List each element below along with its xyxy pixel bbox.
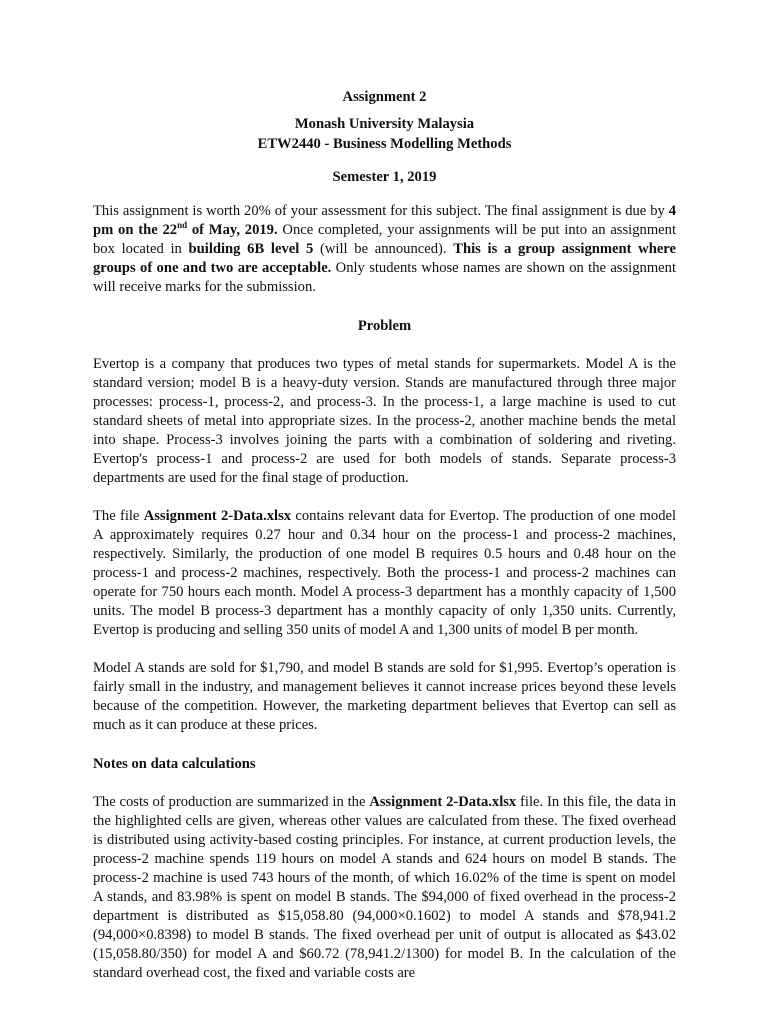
notes-text-b: file. In this file, the data in the highlighted cells are given, whereas other values are calculated from these. The fixed overhead is distributed using activity-based costing principles. For instance, at current production levels, the process-2 machine spends 119 hours on model A stands and 624 hours on model B stands. The process-2 machine is used 743 hours of the month, of which 16.02% of the time is spent on model A stands, and 83.98% is spent on model B stands. The $94,000 of fixed overhead in the process-2 department is distributed as $15,058.80 (94,000×0.1602) to model A stands and $78,941.2 (94,000×0.8398) to model B stands. The fixed overhead per unit of output is allocated as $43.02 (15,058.80/350) for model A and $60.72 (78,941.2/1300) for model B. In the calculation of the standard overhead cost, the fixed and variable costs are <box>93 794 676 981</box>
deadline-year: of May, 2019. <box>187 222 278 238</box>
group-note: This is a group assignment where groups of one and two are acceptable. <box>93 241 677 276</box>
intro-text-4: Only students whose names are shown on the assignment will receive marks for the submission. <box>93 260 676 295</box>
problem-p2-text-b: contains relevant data for Evertop. The production of one model A approximately requires 0.27 hour and 0.34 hour on the process-1 and process-2 machines, respectively. Similarly, the production of one model B requires 0.5 hours and 0.48 hour on the process-1 and process-2 machines, respectively. Both the process-1 and process-2 machines can operate for 750 hours each month. Model A process-3 department has a monthly capacity of 1,500 units. The model B process-3 department has a monthly capacity of only 1,350 units. Currently, Evertop is producing and selling 350 units of model A and 1,300 units of model B per month. <box>93 508 677 638</box>
semester-label: Semester 1, 2019 <box>332 169 437 185</box>
problem-paragraph-2 <box>93 507 676 640</box>
deadline-ordinal: nd <box>177 220 188 231</box>
problem-p2-text-a: The file <box>93 508 144 524</box>
problem-paragraph-3: Model A stands are sold for $1,790, and model B stands are sold for $1,995. Evertop’s operation is fairly small in the industry, and management believes it cannot increase prices beyond these levels because of the competition. However, the marketing department believes that Evertop can sell as much as it can produce at these prices. <box>93 660 676 733</box>
intro-text-3: (will be announced). <box>313 241 454 257</box>
intro-text-2: Once completed, your assignments will be put into an assignment box located in <box>93 222 676 257</box>
data-file-name: Assignment 2-Data.xlsx <box>143 508 292 524</box>
assignment-title: Assignment 2 <box>342 89 427 105</box>
notes-text-a: The costs of production are summarized in the <box>93 794 370 810</box>
notes-paragraph-1 <box>93 793 676 983</box>
notes-data-file-name: Assignment 2-Data.xlsx <box>369 794 517 810</box>
deadline-date: 4 pm on the 22 <box>93 203 676 238</box>
problem-paragraph-1: Evertop is a company that produces two types of metal stands for supermarkets. Model A is the standard version; model B is a heavy-duty version. Stands are manufactured through three major processes: process-1, process-2, and process-3. In the process-1, a large machine is used to cut standard sheets of metal into appropriate sizes. In the process-2, another machine bends the metal into shape. Process-3 involves joining the parts with a combination of soldering and riveting. Evertop's process-1 and process-2 are used for both models of stands. Separate process-3 departments are used for the final stage of production. <box>93 356 676 486</box>
notes-heading: Notes on data calculations <box>93 756 256 772</box>
submission-location: building 6B level 5 <box>188 241 314 257</box>
intro-text-1: This assignment is worth 20% of your assessment for this subject. The final assignment is due by <box>93 203 669 219</box>
problem-heading: Problem <box>357 318 412 334</box>
intro-paragraph <box>93 202 676 297</box>
university-name: Monash University Malaysia <box>294 116 475 132</box>
course-name: ETW2440 - Business Modelling Methods <box>257 136 512 152</box>
